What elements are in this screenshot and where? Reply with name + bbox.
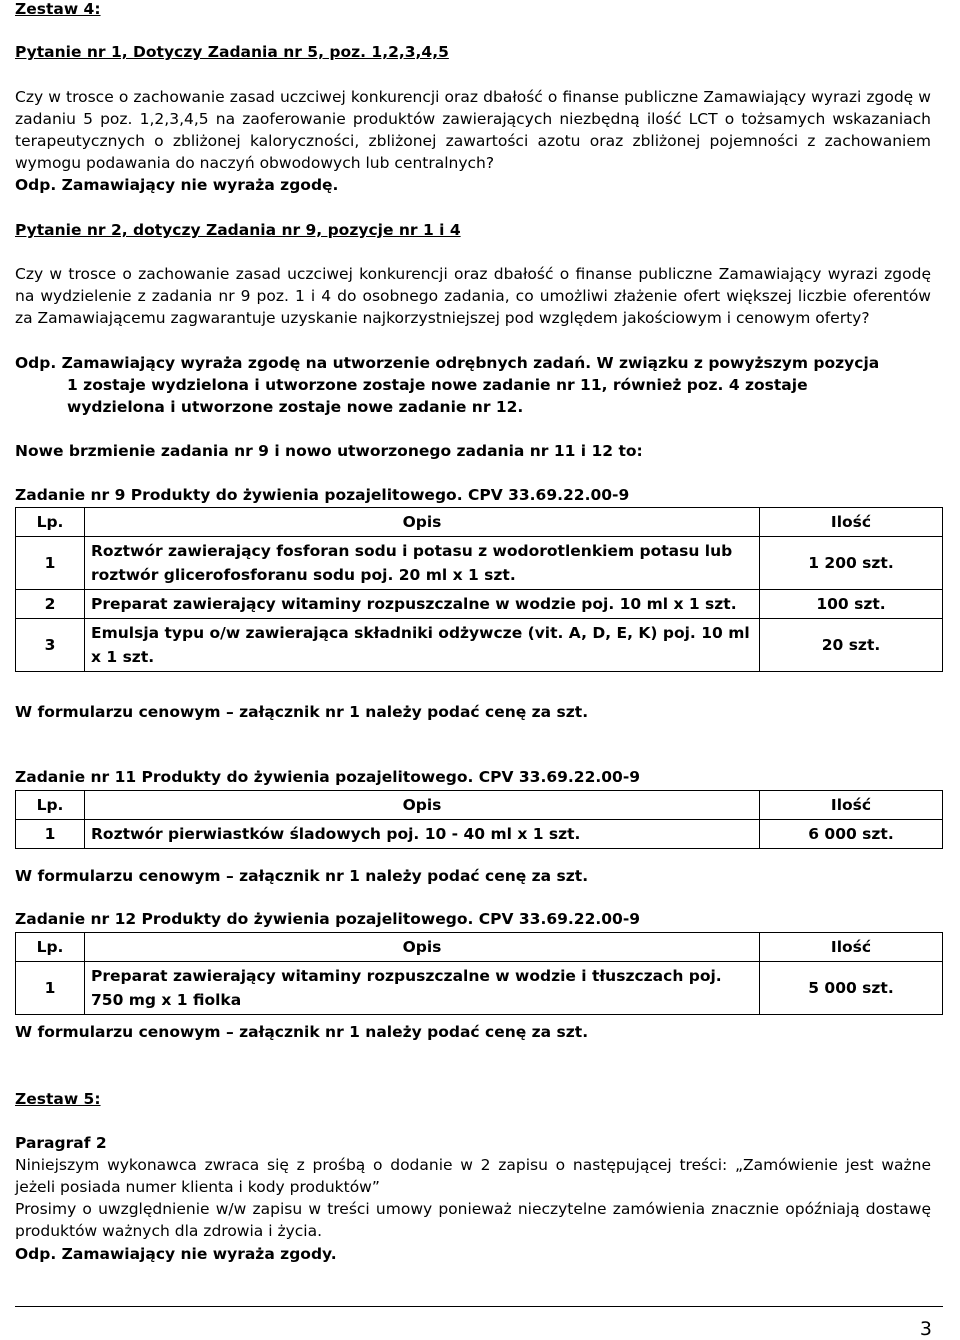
row-opis: Preparat zawierający witaminy rozpuszczalne w wodzie i tłuszczach poj. 750 mg x 1 fiolka <box>85 962 760 1015</box>
footer-divider <box>15 1306 943 1307</box>
zestaw-5-request: Niniejszym wykonawca zwraca się z prośbą o dodanie w 2 zapisu o następującej treści: „Zamówienie jest ważne jeżeli posiada numer klienta i kody produktów” <box>15 1156 931 1196</box>
answer-line: Odp. Zamawiający wyraża zgodę na utworzenie odrębnych zadań. W związku z powyższym pozycja <box>15 354 880 372</box>
row-ilosc: 6 000 szt. <box>760 820 943 849</box>
zestaw-5-title: Zestaw 5: <box>15 1090 101 1108</box>
header-ilosc: Ilość <box>760 508 943 537</box>
zadanie-11-note: W formularzu cenowym – załącznik nr 1 należy podać cenę za szt. <box>15 867 589 885</box>
table-row <box>16 820 943 849</box>
header-lp: Lp. <box>16 933 85 962</box>
zadanie-12-table <box>15 932 943 1015</box>
answer-line: 1 zostaje wydzielona i utworzone zostaje nowe zadanie nr 11, również poz. 4 zostaje <box>67 376 808 394</box>
question-2-heading: Pytanie nr 2, dotyczy Zadania nr 9, pozycje nr 1 i 4 <box>15 221 461 239</box>
table-header-row <box>16 791 943 820</box>
page-number: 3 <box>919 1318 932 1340</box>
zadanie-11-title: Zadanie nr 11 Produkty do żywienia pozajelitowego. CPV 33.69.22.00-9 <box>15 768 641 786</box>
question-2-body: Czy w trosce o zachowanie zasad uczciwej konkurencji oraz dbałość o finanse publiczne Zamawiający wyrazi zgodę na wydzielenie z zadania nr 9 poz. 1 i 4 do osobnego zadania, co umożliwi złażenie ofert większej liczbie oferentów za Zamawiającemu zagwarantuje uzyskanie najkorzystniejszej pod względem jakościowym i cenowym oferty? <box>15 265 931 327</box>
zestaw-4-title: Zestaw 4: <box>15 0 101 18</box>
row-lp: 1 <box>16 962 85 1015</box>
zadanie-12-note: W formularzu cenowym – załącznik nr 1 należy podać cenę za szt. <box>15 1023 589 1041</box>
question-1-answer: Odp. Zamawiający nie wyraża zgodę. <box>15 176 339 194</box>
row-ilosc: 1 200 szt. <box>760 537 943 590</box>
zadanie-9-title: Zadanie nr 9 Produkty do żywienia pozajelitowego. CPV 33.69.22.00-9 <box>15 486 630 504</box>
table-header-row <box>16 933 943 962</box>
header-opis: Opis <box>85 933 760 962</box>
header-lp: Lp. <box>16 508 85 537</box>
header-ilosc: Ilość <box>760 933 943 962</box>
paragraf-heading: Paragraf 2 <box>15 1134 107 1152</box>
question-1-body: Czy w trosce o zachowanie zasad uczciwej konkurencji oraz dbałość o finanse publiczne Zamawiający wyrazi zgodę w zadaniu 5 poz. 1,2,3,4,5 na zaoferowanie produktów zawierających niezbędną ilość LCT o tożsamych wskazaniach terapeutycznych o zbliżonej kaloryczności, zbliżonej zawartości azotu oraz zbliżonej pojemności z zachowaniem wymogu podawania do naczyń obwodowych lub centralnych? <box>15 88 931 172</box>
answer-line: wydzielona i utworzone zostaje nowe zadanie nr 12. <box>67 398 524 416</box>
row-opis: Emulsja typu o/w zawierająca składniki odżywcze (vit. A, D, E, K) poj. 10 ml x 1 szt. <box>85 619 760 672</box>
row-lp: 2 <box>16 590 85 619</box>
header-opis: Opis <box>85 791 760 820</box>
table-row <box>16 962 943 1015</box>
question-1-heading: Pytanie nr 1, Dotyczy Zadania nr 5, poz. 1,2,3,4,5 <box>15 43 449 61</box>
row-ilosc: 100 szt. <box>760 590 943 619</box>
row-lp: 1 <box>16 537 85 590</box>
zadanie-12-title: Zadanie nr 12 Produkty do żywienia pozajelitowego. CPV 33.69.22.00-9 <box>15 910 641 928</box>
row-lp: 1 <box>16 820 85 849</box>
row-ilosc: 20 szt. <box>760 619 943 672</box>
table-row <box>16 537 943 590</box>
table-header-row <box>16 508 943 537</box>
header-lp: Lp. <box>16 791 85 820</box>
header-ilosc: Ilość <box>760 791 943 820</box>
zadanie-9-table <box>15 507 943 672</box>
zestaw-5-justification: Prosimy o uwzględnienie w/w zapisu w treści umowy ponieważ nieczytelne zamówienia znacznie opóźniają dostawę produktów ważnych dla zdrowia i życia. <box>15 1200 931 1240</box>
new-wording-intro: Nowe brzmienie zadania nr 9 i nowo utworzonego zadania nr 11 i 12 to: <box>15 442 643 460</box>
row-opis: Preparat zawierający witaminy rozpuszczalne w wodzie poj. 10 ml x 1 szt. <box>85 590 760 619</box>
table-row <box>16 619 943 672</box>
row-opis: Roztwór zawierający fosforan sodu i potasu z wodorotlenkiem potasu lub roztwór glicerofosforanu sodu poj. 20 ml x 1 szt. <box>85 537 760 590</box>
row-opis: Roztwór pierwiastków śladowych poj. 10 - 40 ml x 1 szt. <box>85 820 760 849</box>
row-lp: 3 <box>16 619 85 672</box>
header-opis: Opis <box>85 508 760 537</box>
table-row <box>16 590 943 619</box>
zadanie-9-note: W formularzu cenowym – załącznik nr 1 należy podać cenę za szt. <box>15 703 589 721</box>
zestaw-5-answer: Odp. Zamawiający nie wyraża zgody. <box>15 1245 337 1263</box>
zadanie-11-table <box>15 790 943 849</box>
row-ilosc: 5 000 szt. <box>760 962 943 1015</box>
question-2-answer <box>15 352 879 418</box>
